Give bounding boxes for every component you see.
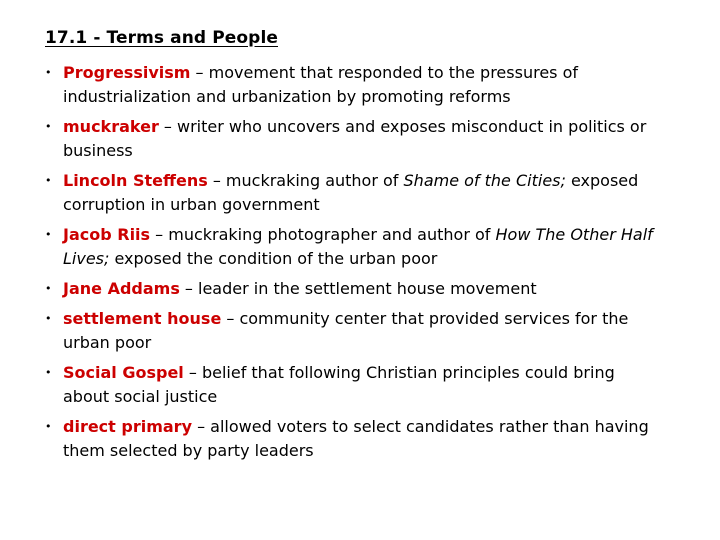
term-item — [45, 277, 655, 301]
bullet-icon: • — [45, 282, 52, 295]
term-item — [45, 361, 655, 409]
term-item — [45, 61, 655, 109]
page-title: 17.1 - Terms and People — [45, 28, 278, 48]
definition-text: movement that responded to the pressures of industrialization and urbanization by promoting reforms — [63, 63, 578, 106]
definition-text: writer who uncovers and exposes misconduct in politics or business — [63, 117, 647, 160]
term-item — [45, 415, 655, 463]
term-dash: – — [207, 171, 226, 190]
terms-list — [45, 61, 655, 469]
term-item — [45, 169, 655, 217]
definition-title: Shame of the Cities; — [403, 171, 566, 190]
term-definition — [198, 279, 537, 298]
definition-text: allowed voters to select candidates rather than having them selected by party leaders — [63, 417, 649, 460]
term-dash: – — [179, 279, 199, 298]
term-name: Social Gospel — [63, 363, 184, 382]
term-item — [45, 223, 655, 271]
definition-text: exposed the condition of the urban poor — [109, 249, 438, 268]
definition-text: belief that following Christian principles could bring about social justice — [63, 363, 615, 406]
bullet-icon: • — [45, 366, 52, 379]
term-item — [45, 307, 655, 355]
term-dash: – — [192, 417, 211, 436]
definition-title: How The Other Half Lives; — [63, 225, 653, 268]
term-name: settlement house — [63, 309, 222, 328]
term-name: Jacob Riis — [63, 225, 151, 244]
definition-text: leader in the settlement house movement — [198, 279, 537, 298]
bullet-icon: • — [45, 66, 52, 79]
definition-text: exposed corruption in urban government — [63, 171, 639, 214]
definition-text: muckraking photographer and author of — [168, 225, 496, 244]
term-dash: – — [150, 225, 169, 244]
term-dash: – — [190, 63, 209, 82]
term-dash: – — [183, 363, 202, 382]
bullet-icon: • — [45, 120, 52, 133]
term-name: Progressivism — [63, 63, 191, 82]
term-dash: – — [158, 117, 177, 136]
bullet-icon: • — [45, 228, 52, 241]
term-dash: – — [221, 309, 240, 328]
term-name: Lincoln Steffens — [63, 171, 208, 190]
definition-text: muckraking author of — [225, 171, 404, 190]
term-item — [45, 115, 655, 163]
term-name: Jane Addams — [63, 279, 180, 298]
term-name: muckraker — [63, 117, 159, 136]
term-name: direct primary — [63, 417, 192, 436]
bullet-icon: • — [45, 420, 52, 433]
definition-text: community center that provided services for the urban poor — [63, 309, 629, 352]
bullet-icon: • — [45, 312, 52, 325]
bullet-icon: • — [45, 174, 52, 187]
